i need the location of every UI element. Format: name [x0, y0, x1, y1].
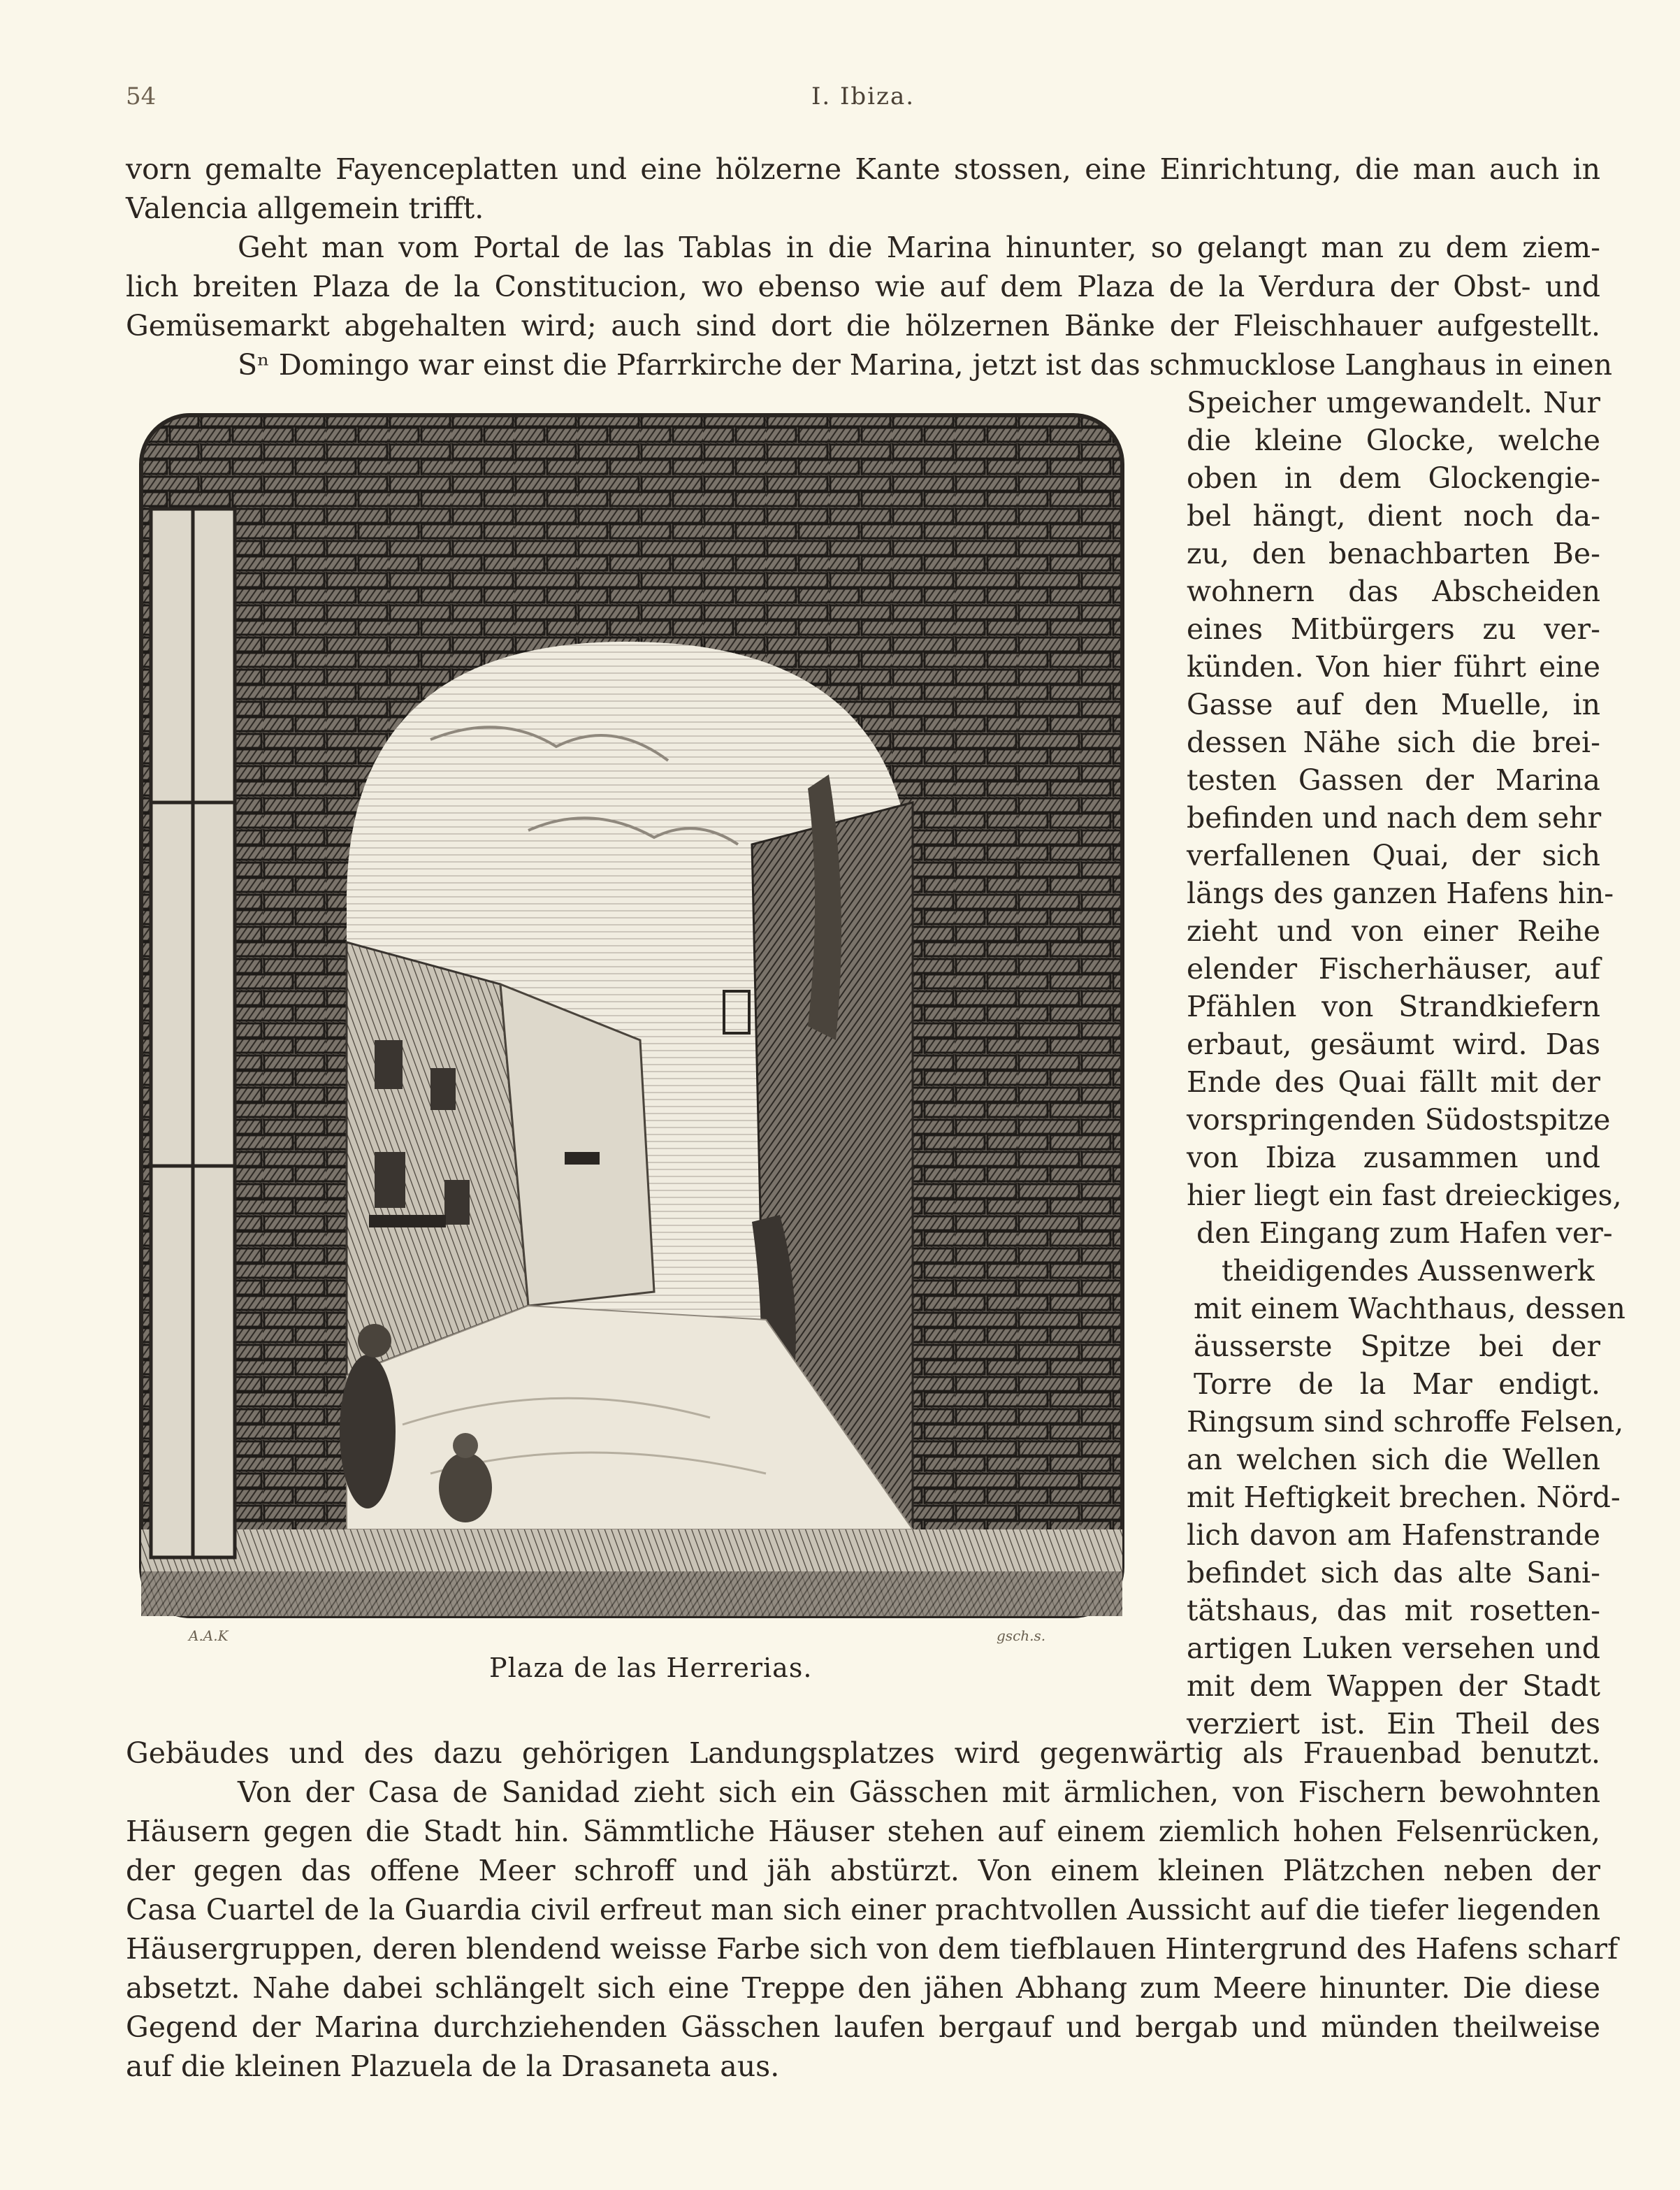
column-line: an welchen sich die Wellen — [1187, 1443, 1600, 1476]
text-line: Gebäudes und des dazu gehörigen Landungsplatzes wird gegenwärtig als Frauenbad benutzt. — [126, 1736, 1600, 1770]
text-line: der gegen das offene Meer schroff und jäh abstürzt. Von einem kleinen Plätzchen neben der — [126, 1854, 1600, 1887]
column-line: zieht und von einer Reihe — [1187, 914, 1600, 948]
column-line: testen Gassen der Marina — [1187, 763, 1600, 797]
text-line: vorn gemalte Fayenceplatten und eine hölzerne Kante stossen, eine Einrichtung, die man auch in — [126, 152, 1600, 186]
column-line: mit dem Wappen der Stadt — [1187, 1669, 1600, 1703]
text-line: absetzt. Nahe dabei schlängelt sich eine Treppe den jähen Abhang zum Meere hinunter. Die diese — [126, 1971, 1600, 2005]
page-header — [126, 82, 1600, 124]
column-line: Ringsum sind schroffe Felsen, — [1187, 1405, 1624, 1439]
text-line: Gemüsemarkt abgehalten wird; auch sind dort die hölzernen Bänke der Fleischhauer aufgestellt. — [126, 309, 1600, 343]
column-line: künden. Von hier führt eine — [1187, 650, 1600, 684]
column-line: befindet sich das alte Sani- — [1187, 1556, 1600, 1590]
text-line: auf die kleinen Plazuela de la Drasaneta aus. — [126, 2049, 780, 2083]
column-line: vorspringenden Südostspitze — [1187, 1103, 1611, 1137]
column-line: erbaut, gesäumt wird. Das — [1187, 1028, 1600, 1061]
column-line: längs des ganzen Hafens hin- — [1187, 877, 1614, 910]
column-line: Pfählen von Strandkiefern — [1187, 990, 1600, 1023]
text-line: Gegend der Marina durchziehenden Gässchen laufen bergauf und bergab und münden theilweise — [126, 2010, 1600, 2044]
text-line: Häusern gegen die Stadt hin. Sämmtliche Häuser stehen auf einem ziemlich hohen Felsenrücken, — [126, 1815, 1600, 1848]
column-line: den Eingang zum Hafen ver- — [1196, 1216, 1613, 1250]
text-line: Von der Casa de Sanidad zieht sich ein Gässchen mit ärmlichen, von Fischern bewohnten — [238, 1775, 1600, 1809]
window — [375, 1040, 403, 1089]
seated-woman — [340, 1355, 396, 1508]
column-line: eines Mitbürgers zu ver- — [1187, 612, 1600, 646]
column-line: mit Heftigkeit brechen. Nörd- — [1187, 1481, 1621, 1514]
column-line: artigen Luken versehen und — [1187, 1631, 1600, 1665]
window — [444, 1180, 470, 1225]
column-line: verfallenen Quai, der sich — [1187, 839, 1600, 872]
engraving-illustration — [137, 411, 1127, 1620]
text-line: lich breiten Plaza de la Constitucion, wo ebenso wie auf dem Plaza de la Verdura der Obst- und — [126, 270, 1600, 303]
column-line: oben in dem Glockengie- — [1187, 461, 1600, 495]
column-line: mit einem Wachthaus, dessen — [1194, 1292, 1625, 1325]
column-line: wohnern das Abscheiden — [1187, 575, 1600, 608]
column-line: Torre de la Mar endigt. — [1194, 1367, 1600, 1401]
column-line: hier liegt ein fast dreieckiges, — [1187, 1179, 1622, 1212]
text-line: Sⁿ Domingo war einst die Pfarrkirche der Marina, jetzt ist das schmucklose Langhaus in einen — [238, 348, 1613, 382]
column-line: theidigendes Aussenwerk — [1222, 1254, 1595, 1288]
page-number: 54 — [126, 82, 157, 110]
text-line: Casa Cuartel de la Guardia civil erfreut man sich einer prachtvollen Aussicht auf die tiefer liegenden — [126, 1893, 1600, 1926]
running-title: I. Ibiza. — [811, 82, 915, 110]
foreground-shadow — [141, 1571, 1122, 1616]
column-line: tätshaus, das mit rosetten- — [1187, 1594, 1600, 1627]
column-line: von Ibiza zusammen und — [1187, 1141, 1600, 1174]
archway-engraving — [137, 411, 1127, 1620]
balcony — [565, 1152, 600, 1165]
text-line: Geht man vom Portal de las Tablas in die Marina hinunter, so gelangt man zu dem ziem- — [238, 231, 1600, 264]
column-line: verziert ist. Ein Theil des — [1187, 1707, 1600, 1741]
seated-child — [439, 1453, 492, 1522]
column-line: bel hängt, dient noch da- — [1187, 499, 1600, 533]
text-line: Häusergruppen, deren blendend weisse Farbe sich von dem tiefblauen Hintergrund des Hafens scharf — [126, 1932, 1619, 1966]
figure-caption: Plaza de las Herrerias. — [489, 1652, 813, 1683]
left-buildings — [347, 942, 528, 1376]
window — [430, 1068, 456, 1110]
column-line: äusserste Spitze bei der — [1194, 1330, 1600, 1363]
column-line: befinden und nach dem sehr — [1187, 801, 1602, 835]
column-line: Ende des Quai fällt mit der — [1187, 1065, 1600, 1099]
engraver-signature-right: gsch.s. — [997, 1627, 1046, 1644]
engraver-signature-left: A.A.K — [189, 1627, 229, 1644]
column-line: die kleine Glocke, welche — [1187, 424, 1600, 457]
seated-woman-head — [358, 1324, 391, 1357]
seated-child-head — [453, 1433, 478, 1458]
column-line: zu, den benachbarten Be- — [1187, 537, 1600, 570]
column-line: elender Fischerhäuser, auf — [1187, 952, 1600, 986]
column-line: Speicher umgewandelt. Nur — [1187, 386, 1600, 419]
column-line: dessen Nähe sich die brei- — [1187, 726, 1600, 759]
column-line: Gasse auf den Muelle, in — [1187, 688, 1600, 721]
text-line: Valencia allgemein trifft. — [126, 192, 484, 225]
balcony — [369, 1215, 446, 1227]
column-line: lich davon am Hafenstrande — [1187, 1518, 1600, 1552]
window — [375, 1152, 405, 1208]
